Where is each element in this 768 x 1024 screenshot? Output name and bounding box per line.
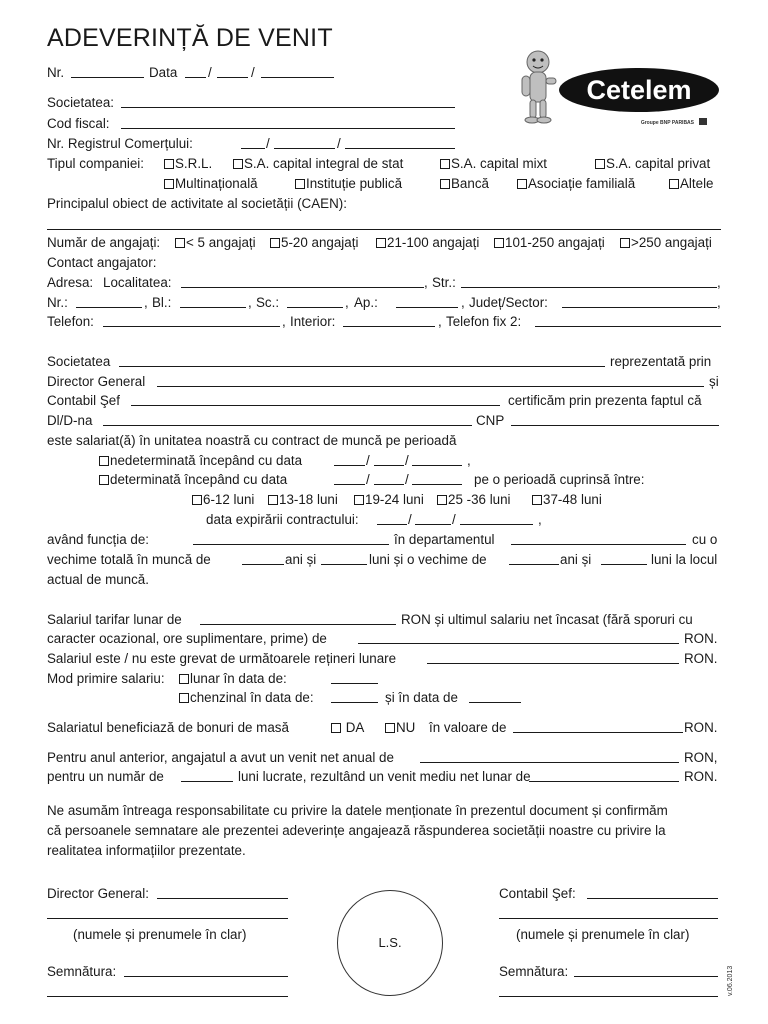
interior-label: Interior:: [290, 314, 336, 329]
sig-contabil-name-field[interactable]: [499, 918, 718, 919]
bonuri-valoare-field[interactable]: [513, 732, 683, 733]
registru-field-1[interactable]: [241, 148, 265, 149]
exp-year-field[interactable]: [460, 524, 533, 525]
sc-label: Sc.:: [256, 295, 280, 310]
sig-director-name-field[interactable]: [47, 918, 288, 919]
judet-field[interactable]: [562, 307, 717, 308]
registru-label: Nr. Registrul Comerțului:: [47, 136, 193, 151]
durata-6-12-checkbox[interactable]: 6-12 luni: [192, 492, 254, 508]
departament-label: în departamentul: [394, 532, 495, 547]
vechime-label: vechime totală în muncă de: [47, 552, 211, 567]
grevat-label: Salariul este / nu este grevat de următoarele rețineri lunare: [47, 651, 397, 666]
lunar-checkbox[interactable]: lunar în data de:: [179, 671, 287, 687]
tip-srl-checkbox[interactable]: S.R.L.: [164, 156, 212, 172]
luni2-label: luni la locul: [651, 552, 718, 567]
nedet-day-field[interactable]: [334, 465, 365, 466]
income-certificate-form: ADEVERINȚĂ DE VENIT Cetelem Groupe BNP PARIBAS Nr. Data / / Societatea: Cod fiscal: Nr. Registrul Comerțului: / / Tipul companiei: S.R.L. S.A. capital integral de stat S.A. capital mixt S.A. capital privat Multinațională Instituție publică Bancă Asociație familială Altele Principalul obiect de activitate al societății (CAEN): Număr de angajați: < 5 angajați 5-20 angajați 21-100 angajați 101-250 angajați >250 angajați Contact angajator: Adresa: Localitatea: , Str.: , Nr.: , Bl.: , Sc.: , Ap.: , Județ/Sector: , Telefon: , Interior: , Telefon fix 2: Societatea reprezentată prin Director General și Contabil Şef certificăm prin prezenta faptul că Dl/D-na CNP este salariat(ă) în unitatea noastră cu contract de muncă pe perioadă nedeterminată începând cu data / / , determinată începând cu data / / pe o perioadă cuprinsă între: 6-12 luni 13-18 luni 19-24 luni 25 -36 luni 37-48 luni data expirării contractului: / / , având funcția de: în departamentul cu o vechime totală în muncă de ani și luni și o vechime de ani și luni la locul actual de muncă. Salariul tarifar lunar de RON și ultimul salariu net încasat (fără sporuri cu caracter ocazional, ore suplimentare, prime) de RON. Salariul este / nu este grevat de următoarele rețineri lunare RON. Mod primire salariu: lunar în data de: chenzinal în data de: și în data de Salariatul beneficiază de bonuri de masă DA NU în valoare de RON. Pentru anul anterior, angajatul a avut un venit net anual de RON, pentru un număr de luni lucrate, rezultând un venit mediu net lunar de RON. Ne asumăm întreaga responsabilitate cu privire la datele menționate în prezentul document și confirmăm că persoanele semnatare ale prezentei adeverințe angajează răspunderea societății noastre cu privire la realitatea informațiilor prezentate. Director General: (numele și prenumele în clar) Semnătura: L.S. Contabil Şef: (numele și prenumele în clar) Semnătura: v.06.2013: [47, 24, 734, 996]
sig-director-line[interactable]: [47, 996, 288, 997]
tip-altele-checkbox[interactable]: Altele: [669, 176, 714, 192]
statement-line-1: Ne asumăm întreaga responsabilitate cu privire la datele menționate în prezentul document și confirmăm: [47, 803, 668, 818]
retineri-field[interactable]: [427, 663, 679, 664]
nedet-year-field[interactable]: [412, 465, 462, 466]
sc-field[interactable]: [287, 307, 343, 308]
director-field[interactable]: [157, 386, 704, 387]
cnp-field[interactable]: [511, 425, 719, 426]
durata-19-24-checkbox[interactable]: 19-24 luni: [354, 492, 424, 508]
reprezentata-label: reprezentată prin: [610, 354, 712, 369]
data-day-field[interactable]: [185, 77, 206, 78]
angajati-21-100-checkbox[interactable]: 21-100 angajați: [376, 235, 479, 251]
vechime-loc-ani-field[interactable]: [509, 564, 559, 565]
caen-label: Principalul obiect de activitate al societății (CAEN):: [47, 196, 347, 211]
bonuri-nu-checkbox[interactable]: NU: [385, 720, 415, 736]
chenzinal-data1-field[interactable]: [331, 702, 378, 703]
tarifar-field[interactable]: [200, 624, 396, 625]
societatea-label: Societatea:: [47, 95, 114, 110]
str-field[interactable]: [461, 287, 717, 288]
sig-contabil-semnatura-field[interactable]: [574, 976, 718, 977]
net-incasat-field[interactable]: [358, 643, 679, 644]
telefon-label: Telefon:: [47, 314, 94, 329]
tip-sa-stat-checkbox[interactable]: S.A. capital integral de stat: [233, 156, 403, 172]
ap-label: Ap.:: [354, 295, 378, 310]
luni1-label: luni și o vechime de: [369, 552, 487, 567]
exp-day-field[interactable]: [377, 524, 407, 525]
angajati-gt250-checkbox[interactable]: >250 angajați: [620, 235, 712, 251]
actual-label: actual de muncă.: [47, 572, 149, 587]
si-data-label: și în data de: [385, 690, 458, 705]
expirare-label: data expirării contractului:: [206, 512, 359, 527]
mod-label: Mod primire salariu:: [47, 671, 165, 686]
localitatea-field[interactable]: [181, 287, 424, 288]
perioada-label: pe o perioadă cuprinsă între:: [474, 472, 645, 487]
vechime-loc-luni-field[interactable]: [601, 564, 647, 565]
venit-anual-field[interactable]: [420, 762, 679, 763]
sig-contabil-line[interactable]: [499, 996, 718, 997]
tip-sa-privat-checkbox[interactable]: S.A. capital privat: [595, 156, 710, 172]
version-code: v.06.2013: [727, 965, 734, 996]
tipul-label: Tipul companiei:: [47, 156, 145, 171]
durata-25-36-checkbox[interactable]: 25 -36 luni: [437, 492, 511, 508]
chenzinal-checkbox[interactable]: chenzinal în data de:: [179, 690, 314, 706]
vechime-luni-field[interactable]: [321, 564, 367, 565]
vechime-ani-field[interactable]: [242, 564, 284, 565]
certificam-label: certificăm prin prezenta faptul că: [508, 393, 702, 408]
angajati-101-250-checkbox[interactable]: 101-250 angajați: [494, 235, 605, 251]
data-month-field[interactable]: [217, 77, 248, 78]
angajati-5-20-checkbox[interactable]: 5-20 angajați: [270, 235, 358, 251]
brand-text: Cetelem: [586, 75, 692, 105]
sig-director-numele: (numele și prenumele în clar): [73, 927, 247, 942]
exp-month-field[interactable]: [415, 524, 451, 525]
sig-contabil-field[interactable]: [587, 898, 718, 899]
caen-field[interactable]: [47, 229, 721, 230]
valoare-label: în valoare de: [429, 720, 507, 735]
nr-addr-field[interactable]: [76, 307, 142, 308]
ani1-label: ani și: [285, 552, 317, 567]
ap-field[interactable]: [396, 307, 458, 308]
contact-label: Contact angajator:: [47, 255, 157, 270]
interior-field[interactable]: [343, 326, 435, 327]
localitatea-label: Localitatea:: [103, 275, 172, 290]
group-text: Groupe BNP PARIBAS: [640, 120, 694, 126]
angajati-lt5-checkbox[interactable]: < 5 angajați: [175, 235, 256, 251]
contabil-field[interactable]: [131, 405, 500, 406]
cod-fiscal-field[interactable]: [121, 128, 455, 129]
ani2-label: ani și: [560, 552, 592, 567]
registru-field-3[interactable]: [345, 148, 455, 149]
dl-field[interactable]: [103, 425, 472, 426]
lunar-data-field[interactable]: [331, 683, 378, 684]
sig-contabil-numele: (numele și prenumele în clar): [516, 927, 690, 942]
det-year-field[interactable]: [412, 484, 462, 485]
luni-lucrate-label: luni lucrate, rezultând un venit mediu net lunar de: [238, 769, 531, 784]
caracter-label: caracter ocazional, ore suplimentare, prime) de: [47, 631, 327, 646]
sig-director-field[interactable]: [157, 898, 288, 899]
si-label: și: [709, 374, 719, 389]
nr-field[interactable]: [71, 77, 144, 78]
cu-o-label: cu o: [692, 532, 718, 547]
nr-addr-label: Nr.:: [47, 295, 68, 310]
bl-field[interactable]: [180, 307, 246, 308]
nedeterminata-checkbox[interactable]: nedeterminată începând cu data: [99, 453, 302, 469]
chenzinal-data2-field[interactable]: [469, 702, 521, 703]
seal-label: L.S.: [378, 935, 402, 950]
fix2-field[interactable]: [535, 326, 721, 327]
tip-institutie-checkbox[interactable]: Instituție publică: [295, 176, 402, 192]
nr-label: Nr.: [47, 65, 65, 80]
cnp-label: CNP: [476, 413, 505, 428]
tarifar-label: Salariul tarifar lunar de: [47, 612, 182, 627]
sig-contabil-label: Contabil Şef:: [499, 886, 576, 901]
societatea-field[interactable]: [121, 107, 455, 108]
ron-4: RON.: [684, 769, 718, 784]
tip-asociatie-checkbox[interactable]: Asociație familială: [517, 176, 635, 192]
adresa-label: Adresa:: [47, 275, 94, 290]
ron-3: RON.: [684, 720, 718, 735]
data-year-field[interactable]: [261, 77, 334, 78]
statement-line-3: realitatea informațiilor prezentate.: [47, 843, 246, 858]
tip-sa-mixt-checkbox[interactable]: S.A. capital mixt: [440, 156, 547, 172]
ron-comma: RON,: [684, 750, 718, 765]
venit-mediu-field[interactable]: [529, 781, 679, 782]
tip-banca-checkbox[interactable]: Bancă: [440, 176, 489, 192]
numar-label: pentru un număr de: [47, 769, 164, 784]
seal-circle: [337, 890, 443, 996]
functia-label: având funcția de:: [47, 532, 149, 547]
sig-director-semnatura-field[interactable]: [124, 976, 288, 977]
durata-37-48-checkbox[interactable]: 37-48 luni: [532, 492, 602, 508]
judet-label: Județ/Sector:: [469, 295, 548, 310]
luni-lucrate-field[interactable]: [181, 781, 233, 782]
ron-ultim-label: RON și ultimul salariu net încasat (fără sporuri cu: [401, 612, 693, 627]
bonuri-da-checkbox[interactable]: DA: [331, 720, 364, 736]
data-label: Data: [149, 65, 178, 80]
registru-field-2[interactable]: [274, 148, 335, 149]
salariat-text: este salariat(ă) în unitatea noastră cu contract de muncă pe perioadă: [47, 433, 457, 448]
str-label: Str.:: [432, 275, 456, 290]
cetelem-logo: [516, 48, 726, 130]
tip-multinationala-checkbox[interactable]: Multinațională: [164, 176, 258, 192]
anterior-label: Pentru anul anterior, angajatul a avut un venit net anual de: [47, 750, 394, 765]
sig-director-label: Director General:: [47, 886, 149, 901]
departament-field[interactable]: [511, 544, 686, 545]
det-month-field[interactable]: [374, 484, 404, 485]
fix2-label: Telefon fix 2:: [446, 314, 522, 329]
director-label: Director General: [47, 374, 146, 389]
telefon-field[interactable]: [103, 326, 280, 327]
cert-societatea-label: Societatea: [47, 354, 111, 369]
durata-13-18-checkbox[interactable]: 13-18 luni: [268, 492, 338, 508]
det-day-field[interactable]: [334, 484, 365, 485]
dl-label: Dl/D-na: [47, 413, 93, 428]
cod-fiscal-label: Cod fiscal:: [47, 116, 110, 131]
contabil-label: Contabil Şef: [47, 393, 120, 408]
functia-field[interactable]: [193, 544, 389, 545]
statement-line-2: că persoanele semnatare ale prezentei adeverințe angajează răspunderea societății noastre cu privire la: [47, 823, 666, 838]
ron-2: RON.: [684, 651, 718, 666]
page-title: ADEVERINȚĂ DE VENIT: [47, 24, 333, 52]
angajati-label: Număr de angajați:: [47, 235, 161, 250]
bonuri-label: Salariatul beneficiază de bonuri de masă: [47, 720, 289, 735]
nedet-month-field[interactable]: [374, 465, 404, 466]
bl-label: Bl.:: [152, 295, 172, 310]
sig-contabil-semnatura-label: Semnătura:: [499, 964, 569, 979]
determinata-checkbox[interactable]: determinată începând cu data: [99, 472, 287, 488]
sig-director-semnatura-label: Semnătura:: [47, 964, 117, 979]
ron-1: RON.: [684, 631, 718, 646]
cert-societatea-field[interactable]: [119, 366, 605, 367]
mascot-icon: [522, 51, 556, 123]
